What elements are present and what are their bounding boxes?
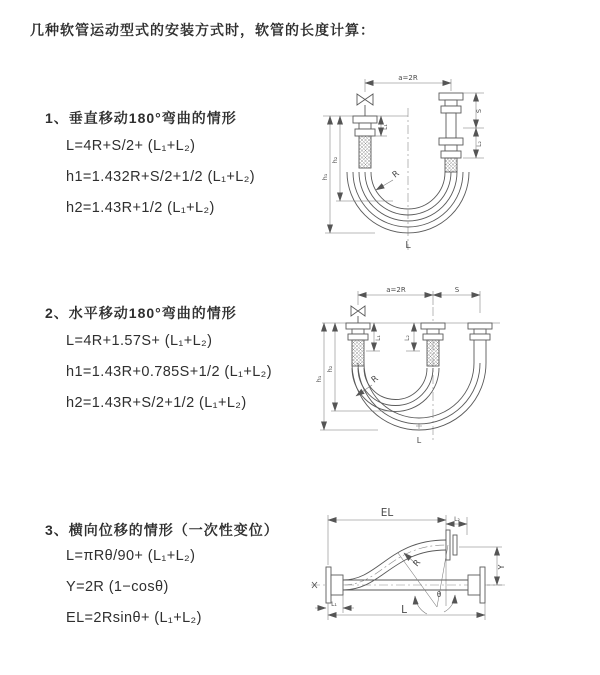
right-fitting [468, 567, 485, 603]
diagram-lateral-displacement [303, 503, 583, 658]
formula-line: h2=1.43R+1/2 (L₁+L₂) [66, 200, 215, 216]
dim-label-l: L [401, 604, 407, 616]
dim-label-a2r: a=2R [386, 286, 406, 294]
formula-line: EL=2Rsinθ+ (L₁+L₂) [66, 610, 202, 626]
formula-line: h1=1.432R+S/2+1/2 (L₁+L₂) [66, 169, 256, 185]
section1-heading: 1、垂直移动180°弯曲的情形 [45, 110, 237, 126]
formula-line: h1=1.43R+0.785S+1/2 (L₁+L₂) [66, 364, 272, 380]
formula-line: L=4R+1.57S+ (L₁+L₂) [66, 333, 213, 349]
dimension-l1 [315, 595, 354, 613]
left-fitting [353, 116, 377, 168]
dim-label-r: R [390, 168, 402, 181]
dimension-l2 [404, 323, 420, 351]
dimension-h1 [315, 323, 378, 430]
formula-line: Y=2R (1−cosθ) [66, 579, 169, 595]
dimension-a2r [365, 74, 451, 92]
formula-line: L=4R+S/2+ (L₁+L₂) [66, 138, 196, 154]
dim-label-l1: L₁ [382, 124, 389, 130]
dim-label-l: L [405, 240, 411, 251]
dim-label-r: R [411, 557, 424, 569]
dim-label-l2: L₂ [404, 335, 411, 341]
diagram-vertical-180-bend [313, 70, 528, 262]
section1-formulas [66, 131, 255, 224]
moved-fitting [468, 323, 492, 363]
formula-line: L=πRθ/90+ (L₁+L₂) [66, 548, 196, 564]
dim-label-h1: h₁ [315, 375, 323, 383]
section3-formulas [66, 541, 202, 634]
section3-heading: 3、横向位移的情形（一次性变位） [45, 522, 279, 538]
dim-label-s: S [475, 108, 483, 114]
left-fitting [346, 323, 370, 366]
section2-formulas [66, 326, 272, 419]
dim-label-l2: L₂ [454, 516, 460, 523]
dim-label-l1: L₁ [331, 601, 337, 608]
diagram-horizontal-180-bend [308, 283, 540, 458]
dim-label-h2: h₂ [326, 365, 334, 373]
dim-label-l: L [416, 436, 422, 445]
dim-label-el: EL [380, 507, 394, 519]
dimension-l [328, 603, 485, 620]
dim-label-y: Y [497, 564, 506, 570]
section2-heading: 2、水平移动180°弯曲的情形 [45, 305, 237, 321]
dimension-l2 [463, 128, 484, 158]
dimension-a2r [358, 286, 480, 313]
curved-hose [343, 540, 446, 590]
left-fitting [326, 567, 343, 603]
dimension-s [433, 286, 480, 295]
radius-leader [404, 553, 423, 569]
dim-label-h1: h₁ [321, 173, 329, 181]
middle-fitting [421, 323, 445, 366]
dim-label-l2: L₂ [476, 141, 483, 147]
right-fitting [439, 93, 463, 172]
formula-line: h2=1.43R+S/2+1/2 (L₁+L₂) [66, 395, 247, 411]
hose-u-bend-moved [352, 363, 486, 430]
dim-label-s: S [454, 286, 460, 294]
radius-leader [376, 169, 402, 190]
dim-label-h2: h₂ [331, 156, 339, 164]
dimension-el [328, 507, 446, 606]
dim-label-l1: L₁ [375, 335, 382, 341]
dimension-s [463, 93, 484, 128]
valve-icon [351, 306, 365, 323]
dim-label-a2r: a=2R [398, 74, 418, 82]
page-title: 几种软管运动型式的安装方式时，软管的长度计算： [30, 22, 375, 38]
dim-label-theta: θ [436, 590, 442, 599]
displaced-fitting [446, 530, 457, 560]
dim-label-r: R [369, 373, 381, 386]
valve-icon [357, 94, 373, 116]
